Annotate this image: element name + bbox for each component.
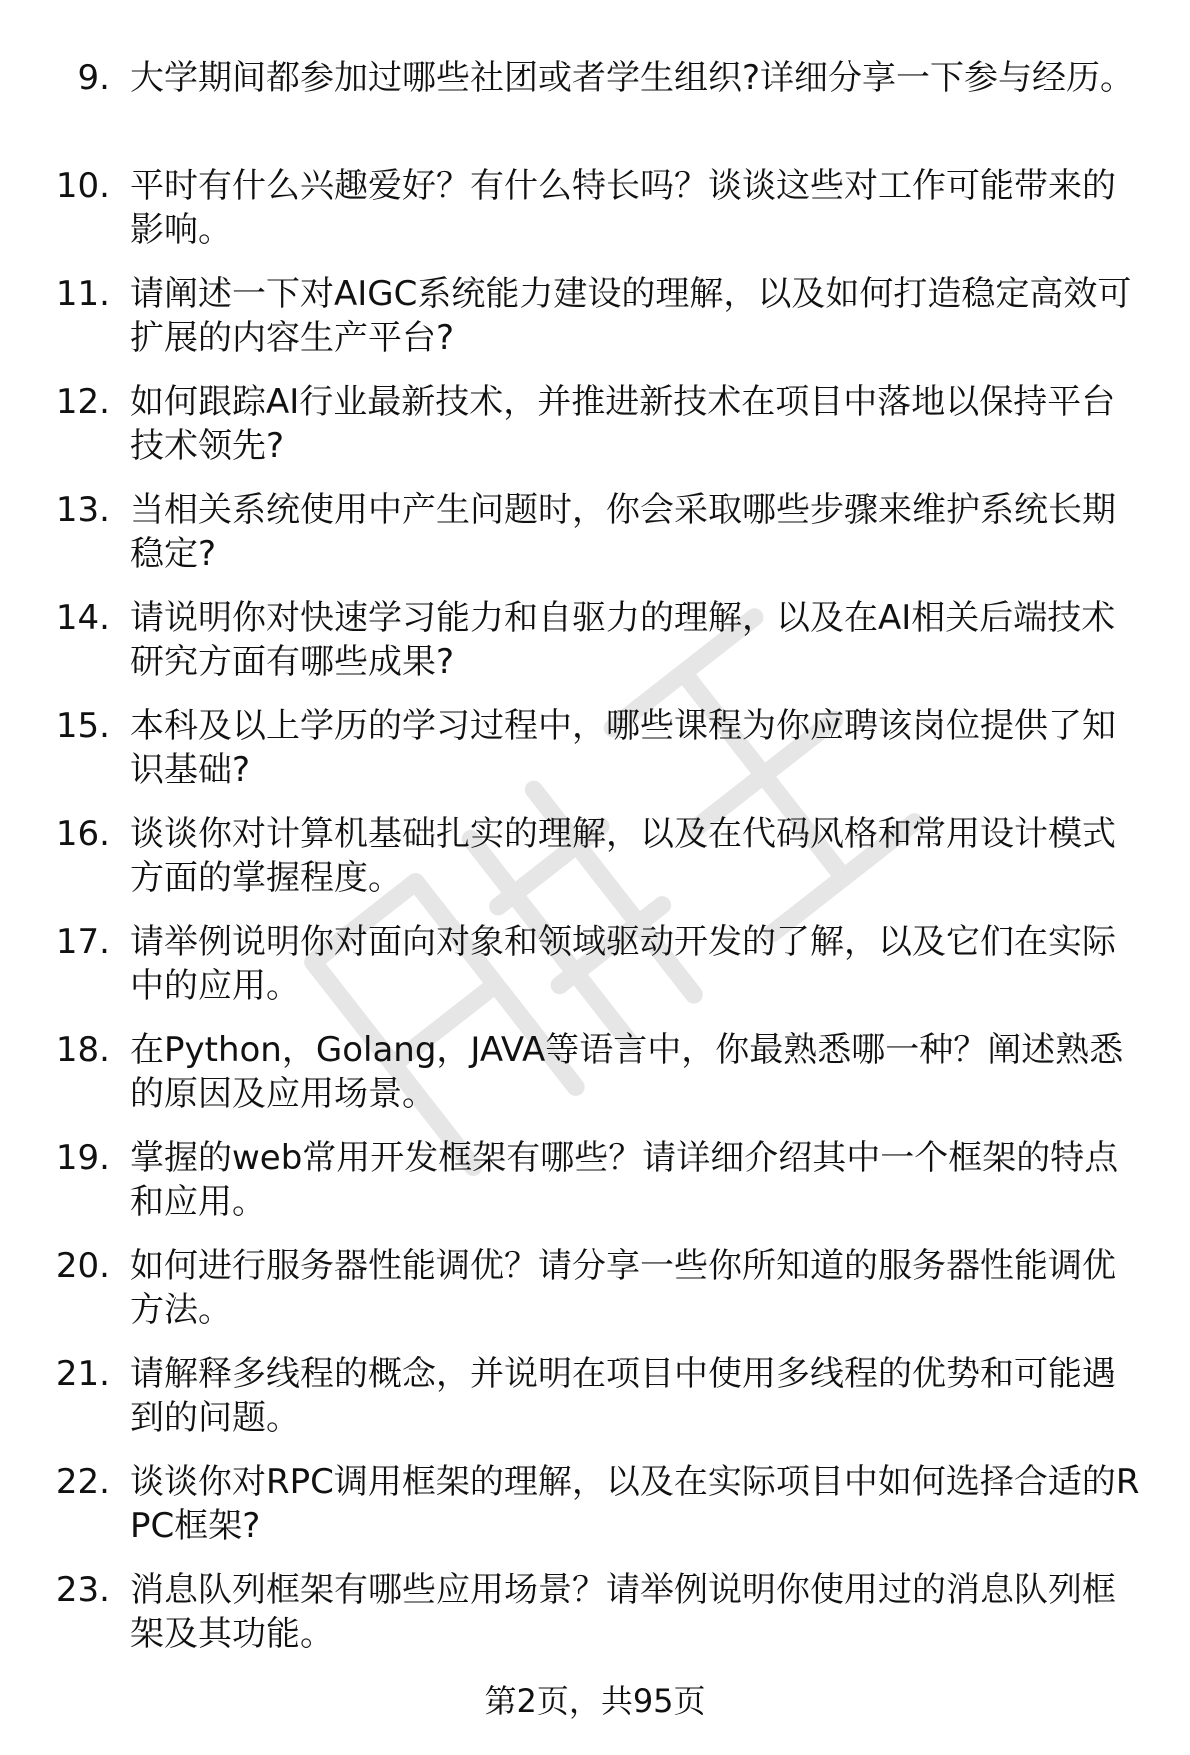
question-text: 消息队列框架有哪些应用场景？请举例说明你使用过的消息队列框架及其功能。 <box>130 1570 1116 1654</box>
page-number-footer: 第2页，共95页 <box>484 1682 706 1720</box>
question-number: 22. <box>55 1462 110 1502</box>
question-number: 21. <box>55 1354 110 1394</box>
question-text: 当相关系统使用中产生问题时，你会采取哪些步骤来维护系统长期稳定? <box>130 490 1116 574</box>
question-text: 请解释多线程的概念，并说明在项目中使用多线程的优势和可能遇到的问题。 <box>130 1354 1116 1438</box>
question-item <box>0 264 1190 372</box>
question-item <box>0 912 1190 1020</box>
question-item <box>0 696 1190 804</box>
question-text: 大学期间都参加过哪些社团或者学生组织?详细分享一下参与经历。 <box>130 58 1135 98</box>
question-item <box>0 588 1190 696</box>
question-number: 23. <box>55 1570 110 1610</box>
question-text: 在Python，Golang，JAVA等语言中，你最熟悉哪一种？阐述熟悉的原因及应用场景。 <box>130 1030 1124 1114</box>
question-text: 请说明你对快速学习能力和自驱力的理解，以及在AI相关后端技术研究方面有哪些成果? <box>130 598 1116 682</box>
question-number: 20. <box>55 1246 110 1286</box>
question-item <box>0 804 1190 912</box>
question-item <box>0 1452 1190 1560</box>
question-number: 17. <box>55 922 110 962</box>
question-number: 13. <box>55 490 110 530</box>
question-item <box>0 1020 1190 1128</box>
question-item <box>0 1128 1190 1236</box>
question-text: 请举例说明你对面向对象和领域驱动开发的了解，以及它们在实际中的应用。 <box>130 922 1116 1006</box>
question-item <box>0 156 1190 264</box>
question-text: 请阐述一下对AIGC系统能力建设的理解，以及如何打造稳定高效可扩展的内容生产平台? <box>130 274 1132 358</box>
question-text: 平时有什么兴趣爱好？有什么特长吗？谈谈这些对工作可能带来的影响。 <box>130 166 1116 250</box>
question-item <box>0 1560 1190 1668</box>
question-item <box>0 48 1190 156</box>
question-item <box>0 1344 1190 1452</box>
question-number: 15. <box>55 706 110 746</box>
question-item <box>0 372 1190 480</box>
question-number: 11. <box>55 274 110 314</box>
question-number: 19. <box>55 1138 110 1178</box>
question-text: 谈谈你对计算机基础扎实的理解，以及在代码风格和常用设计模式方面的掌握程度。 <box>130 814 1116 898</box>
question-item <box>0 480 1190 588</box>
question-text: 掌握的web常用开发框架有哪些？请详细介绍其中一个框架的特点和应用。 <box>130 1138 1119 1222</box>
question-text: 谈谈你对RPC调用框架的理解，以及在实际项目中如何选择合适的RPC框架? <box>130 1462 1140 1546</box>
question-number: 10. <box>55 166 110 206</box>
question-item <box>0 1236 1190 1344</box>
question-number: 9. <box>77 58 110 98</box>
question-number: 18. <box>55 1030 110 1070</box>
question-text: 如何进行服务器性能调优？请分享一些你所知道的服务器性能调优方法。 <box>130 1246 1116 1330</box>
question-text: 本科及以上学历的学习过程中，哪些课程为你应聘该岗位提供了知识基础? <box>130 706 1116 790</box>
question-text: 如何跟踪AI行业最新技术，并推进新技术在项目中落地以保持平台技术领先? <box>130 382 1116 466</box>
question-list <box>0 48 1190 1668</box>
question-number: 12. <box>55 382 110 422</box>
question-number: 14. <box>55 598 110 638</box>
question-number: 16. <box>55 814 110 854</box>
